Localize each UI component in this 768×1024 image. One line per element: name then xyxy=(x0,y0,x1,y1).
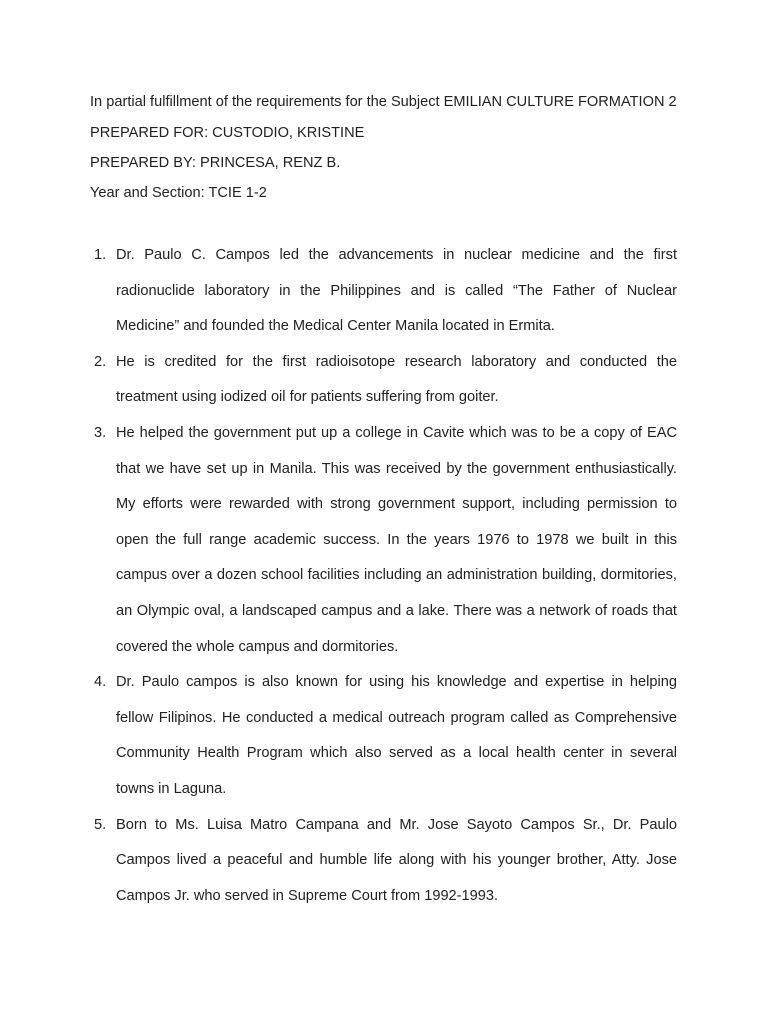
list-item-text: Dr. Paulo C. Campos led the advancements in nuclear medicine and the first radionuclide laboratory in the Philippines and is called “The Father of Nuclear Medicine” and founded the Medical Center Manila located in Ermita. xyxy=(116,247,677,335)
list-item-text: He is credited for the first radioisotope research laboratory and conducted the treatment using iodized oil for patients suffering from goiter. xyxy=(116,353,677,406)
prepared-for-line: PREPARED FOR: CUSTODIO, KRISTINE xyxy=(90,125,365,141)
list-item xyxy=(90,808,677,915)
list-item xyxy=(90,665,677,807)
intro-paragraph: In partial fulfillment of the requirements for the Subject EMILIAN CULTURE FORMATION 2 xyxy=(90,94,677,110)
list-item-text: He helped the government put up a college in Cavite which was to be a copy of EAC that we have set up in Manila. This was received by the government enthusiastically. My efforts were rewarded with strong government support, including permission to open the full range academic success. In the years 1976 to 1978 we built in this campus over a dozen school facilities including an administration building, dormitories, an Olympic oval, a landscaped campus and a lake. There was a network of roads that covered the whole campus and dormitories. xyxy=(116,424,677,655)
numbered-list xyxy=(90,238,677,914)
list-item-number: 4. xyxy=(94,674,107,691)
list-item-number: 2. xyxy=(94,353,107,370)
list-item-number: 3. xyxy=(94,424,107,441)
year-section-line: Year and Section: TCIE 1-2 xyxy=(90,185,267,201)
list-item xyxy=(90,416,677,665)
prepared-by-line: PREPARED BY: PRINCESA, RENZ B. xyxy=(90,155,341,171)
list-item xyxy=(90,345,677,416)
document-header xyxy=(90,93,677,202)
list-item-text: Born to Ms. Luisa Matro Campana and Mr. Jose Sayoto Campos Sr., Dr. Paulo Campos lived a peaceful and humble life along with his younger brother, Atty. Jose Campos Jr. who served in Supreme Court from 1992-1993. xyxy=(116,816,677,904)
list-item-text: Dr. Paulo campos is also known for using his knowledge and expertise in helping fellow Filipinos. He conducted a medical outreach program called as Comprehensive Community Health Program which also served as a local health center in several towns in Laguna. xyxy=(116,674,677,797)
list-item-number: 1. xyxy=(94,247,107,263)
list-item-number: 5. xyxy=(94,816,107,833)
list-item xyxy=(90,238,677,345)
